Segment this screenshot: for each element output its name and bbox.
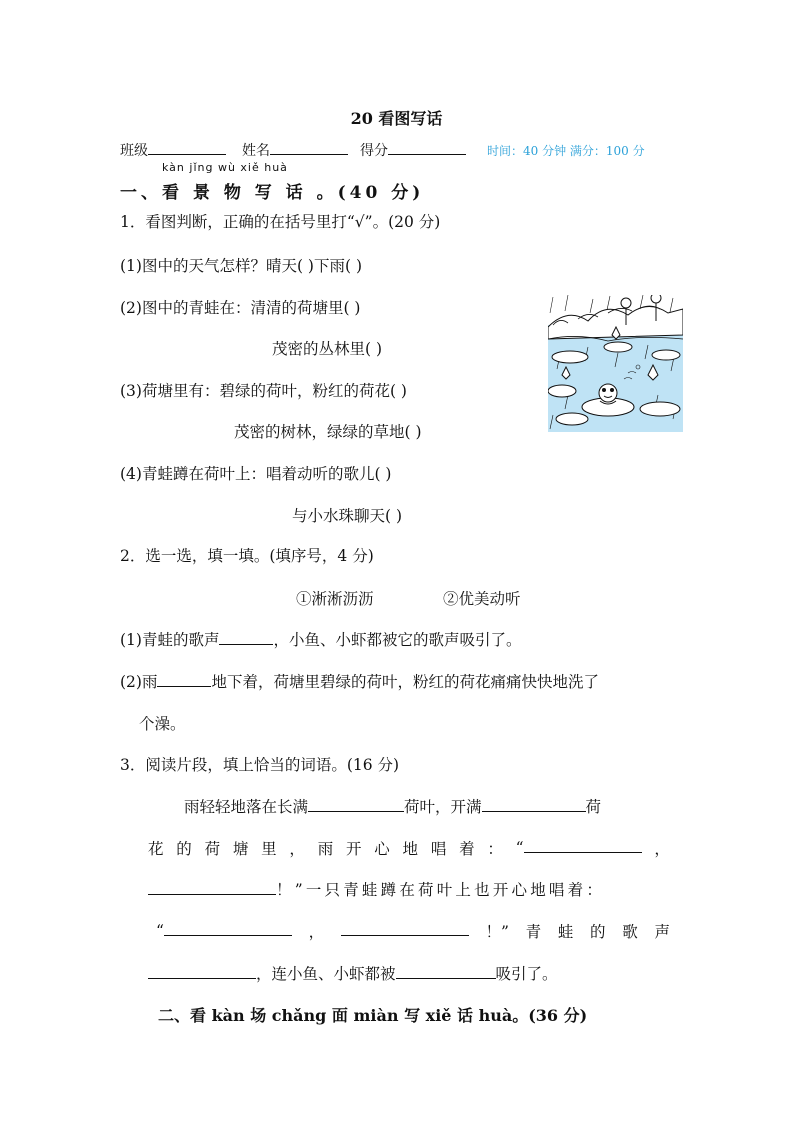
q2-item-2 <box>120 670 599 692</box>
q3-l2-c2: 荷 <box>204 840 221 858</box>
q2-option-2: ②优美动听 <box>443 590 521 608</box>
time-info: 时间：40 分钟 满分：100 分 <box>487 144 645 158</box>
q3-l2-c8: 心 <box>374 840 390 858</box>
section1-heading: 一、看 景 物 写 话 。(40 分) <box>120 183 425 203</box>
q3-line-4 <box>156 920 670 942</box>
score-blank[interactable] <box>388 140 466 155</box>
q3-l2-c0: 花 <box>148 840 164 858</box>
q3-line-2 <box>148 837 670 859</box>
q3-l4-t1: 蛙 <box>557 923 574 941</box>
q3-l2-c5: ， <box>289 840 305 858</box>
name-label: 姓名 <box>242 143 270 159</box>
q3-l2-c4: 里 <box>261 840 277 858</box>
q3-l4-open: “ <box>156 922 164 940</box>
class-label: 班级 <box>120 143 148 159</box>
q3-l4-comma: ， <box>308 923 325 941</box>
q1-item-3b: 茂密的树林，绿绿的草地( ) <box>234 423 422 441</box>
q1-item-4: (4)青蛙蹲在荷叶上：唱着动听的歌儿( ) <box>120 465 392 483</box>
q2-item-2-blank[interactable] <box>157 671 211 687</box>
q3-blank-6[interactable] <box>341 920 469 936</box>
q3-blank-4[interactable] <box>148 879 276 895</box>
q3-l5-b: ，连小鱼、小虾都被 <box>256 965 396 983</box>
q3-l1-a: 雨轻轻地落在长满 <box>184 798 309 816</box>
q2-option-1: ①淅淅沥沥 <box>296 590 374 608</box>
q2-item-2-start: (2)雨 <box>120 673 158 691</box>
name-field <box>242 140 348 160</box>
q3-l3-a: ！”一只青蛙蹲在荷叶上也开心地唱着： <box>276 881 606 899</box>
score-field <box>360 140 466 160</box>
rainy-pond-frog-illustration <box>548 295 683 432</box>
q2-item-1 <box>120 628 521 650</box>
q2-item-2-end: 地下着，荷塘里碧绿的荷叶，粉红的荷花痛痛快快地洗了 <box>211 673 599 691</box>
q3-line-3 <box>148 878 605 900</box>
q3-l1-c: 荷 <box>585 798 602 816</box>
q3-blank-7[interactable] <box>148 963 256 979</box>
q3-line-1 <box>184 795 601 817</box>
section1-pinyin: kàn jǐng wù xiě huà <box>162 161 288 174</box>
q2-item-2-cont: 个澡。 <box>139 715 186 733</box>
q3-l5-c: 吸引了。 <box>495 965 558 983</box>
q1-item-3: (3)荷塘里有：碧绿的荷叶，粉红的荷花( ) <box>120 382 407 400</box>
page-title: 20 看图写话 <box>350 109 443 128</box>
q3-l2-c13: “ <box>515 839 524 857</box>
q3-blank-3[interactable] <box>524 837 642 853</box>
class-blank[interactable] <box>148 140 226 155</box>
q3-l4-excl: ！” <box>485 923 509 941</box>
q1-title: 1．看图判断，正确的在括号里打“√”。(20 分) <box>120 213 441 231</box>
q3-blank-5[interactable] <box>164 920 292 936</box>
q3-l2-c7: 开 <box>345 840 362 858</box>
section2-heading: 二、看 kàn 场 chǎng 面 miàn 写 xiě 话 huà。(36 分) <box>158 1006 588 1025</box>
q3-blank-1[interactable] <box>308 796 404 812</box>
q1-item-1: (1)图中的天气怎样？晴天( )下雨( ) <box>120 257 362 275</box>
q3-title: 3．阅读片段，填上恰当的词语。(16 分) <box>120 756 400 774</box>
q3-l2-c6: 雨 <box>317 840 334 858</box>
q3-l2-c11: 着 <box>459 840 475 858</box>
class-field <box>120 140 226 160</box>
q3-l2-c3: 塘 <box>232 840 249 858</box>
q3-l2-c10: 唱 <box>430 840 447 858</box>
q2-item-1-end: ，小鱼、小虾都被它的歌声吸引了。 <box>273 631 522 649</box>
score-label: 得分 <box>360 143 388 159</box>
name-blank[interactable] <box>270 140 348 155</box>
q3-l1-b: 荷叶，开满 <box>404 798 482 816</box>
q1-item-2: (2)图中的青蛙在：清清的荷塘里( ) <box>120 299 361 317</box>
q3-l4-t0: 青 <box>525 923 542 941</box>
q3-line-5 <box>148 962 558 984</box>
q3-l2-c1: 的 <box>176 840 192 858</box>
q1-item-4b: 与小水珠聊天( ) <box>292 507 403 525</box>
q3-blank-2[interactable] <box>482 796 586 812</box>
q3-blank-8[interactable] <box>396 963 496 979</box>
q1-item-2b: 茂密的丛林里( ) <box>272 340 383 358</box>
q3-l2-end: ， <box>654 840 670 858</box>
q3-l2-c12: ： <box>487 840 503 858</box>
q2-item-1-blank[interactable] <box>219 629 273 645</box>
q3-l4-t2: 的 <box>590 923 606 941</box>
q2-title: 2．选一选，填一填。(填序号，4 分) <box>120 547 374 565</box>
q3-l4-t3: 歌 <box>622 923 638 941</box>
q3-l2-c9: 地 <box>402 840 419 858</box>
q2-item-1-start: (1)青蛙的歌声 <box>120 631 220 649</box>
q3-l4-t4: 声 <box>654 923 670 941</box>
